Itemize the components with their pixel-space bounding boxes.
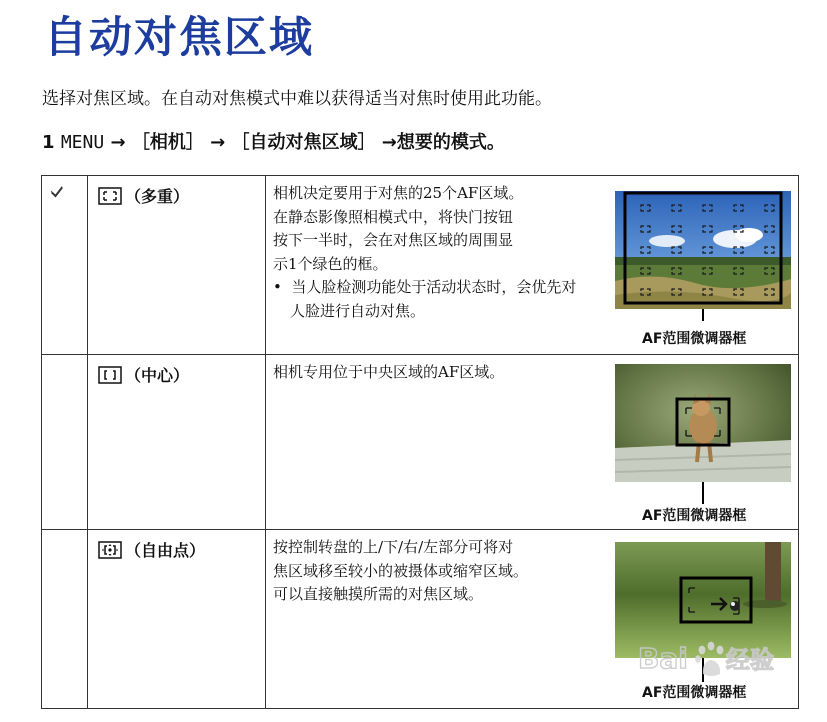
callout-leader (702, 482, 704, 504)
desc-line: 相机决定要用于对焦的25个AF区域。 (273, 184, 524, 202)
page-title: 自动对焦区域 (44, 13, 314, 63)
desc-line: 按控制转盘的上/下/右/左部分可将对 (273, 538, 514, 556)
baidu-watermark-logo (636, 634, 786, 682)
mode-center (98, 363, 265, 386)
arrow-icon: → (381, 132, 397, 153)
check-cell (42, 355, 88, 530)
svg-text:Bai: Bai (638, 642, 688, 675)
af-frame-callout: AF范围微调器框 (642, 685, 747, 701)
af-mode-table (41, 175, 799, 709)
mode-cell (88, 355, 266, 530)
af-frame-callout: AF范围微调器框 (642, 508, 747, 524)
arrow-icon: → (110, 132, 126, 153)
center-area-photo (615, 364, 791, 482)
desc-line: 在静态影像照相模式中，将快门按钮 (273, 207, 514, 226)
mode-description (273, 182, 603, 323)
desc-cell (266, 355, 799, 530)
menu-steps (42, 128, 505, 154)
mode-description (273, 536, 603, 607)
desc-line: 相机专用位于中央区域的AF区域。 (273, 363, 505, 381)
arrow-icon: → (210, 132, 226, 153)
desc-line: 按下一半时，会在对焦区域的周围显 (273, 231, 514, 249)
desc-line: 示1个绿色的框。 (273, 254, 388, 273)
bullet-note: • 当人脸检测功能处于活动状态时，会优先对人脸进行自动对焦。 (273, 278, 577, 320)
table-row (42, 176, 799, 355)
mode-cell (88, 176, 266, 355)
multi-area-photo (615, 191, 791, 309)
menu-label: MENU (60, 132, 105, 153)
desc-line: 可以直接触摸所需的对焦区域。 (273, 585, 484, 603)
af-frame-callout: AF范围微调器框 (642, 331, 747, 347)
step-number: 1 (42, 132, 55, 153)
checkmark-icon (50, 185, 64, 199)
bullet-text: 当人脸检测功能处于活动状态时，会优先对人脸进行自动对焦。 (290, 278, 577, 320)
mode-cell (88, 530, 266, 709)
step-camera: ［相机］ (131, 132, 204, 153)
mode-flexible-spot (98, 538, 265, 561)
mode-name: （中心） (125, 366, 190, 385)
step-af-area: ［自动对焦区域］ (231, 132, 376, 153)
flexible-spot-icon (98, 541, 122, 559)
callout-leader (702, 309, 704, 321)
mode-name: （自由点） (125, 541, 206, 560)
mode-multi (98, 184, 265, 207)
desc-line: 焦区域移至较小的被摄体或缩窄区域。 (273, 561, 529, 580)
check-cell (42, 530, 88, 709)
mode-name: （多重） (125, 187, 190, 206)
step-final: 想要的模式。 (396, 132, 505, 153)
desc-cell (266, 176, 799, 355)
intro-text: 选择对焦区域。在自动对焦模式中难以获得适当对焦时使用此功能。 (42, 89, 552, 109)
mode-description (273, 361, 603, 385)
wide-af-icon (98, 187, 122, 205)
check-cell (42, 176, 88, 355)
svg-text:经验: 经验 (726, 646, 774, 674)
table-row (42, 355, 799, 530)
center-af-icon (98, 366, 122, 384)
